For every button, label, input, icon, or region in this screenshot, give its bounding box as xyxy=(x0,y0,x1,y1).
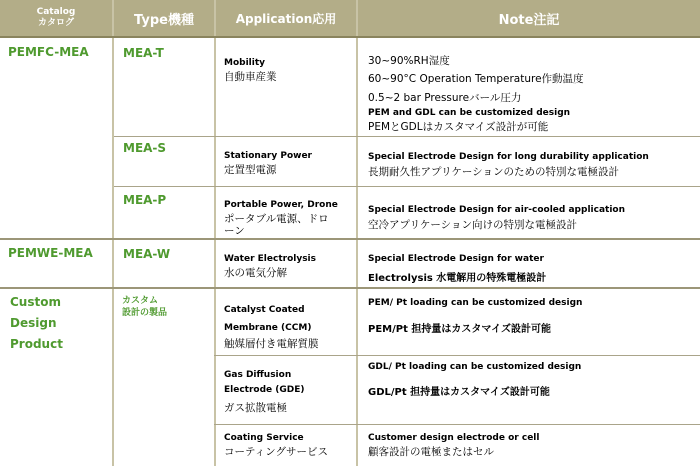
note-ccm-en: PEM/ Pt loading can be customized design xyxy=(368,298,583,308)
note-aircooled-en: Special Electrode Design for air-cooled application xyxy=(368,205,625,215)
catalog-design: Design xyxy=(10,316,57,330)
app-ccm-en-2: Membrane (CCM) xyxy=(224,323,312,333)
type-mea-p: MEA-P xyxy=(123,193,167,207)
note-water-en: Special Electrode Design for water xyxy=(368,254,544,264)
catalog-product: Product xyxy=(10,337,63,351)
type-mea-s: MEA-S xyxy=(123,141,167,155)
note-temperature: 60~90°C Operation Temperature作動温度 xyxy=(368,73,584,85)
header-type: Type機種 xyxy=(114,0,214,36)
catalog-custom: Custom xyxy=(10,295,61,309)
app-gde-jp: ガス拡散電極 xyxy=(224,402,287,414)
type-mea-t: MEA-T xyxy=(123,46,164,60)
group-divider xyxy=(0,287,700,289)
note-durability-jp: 長期耐久性アプリケーションのための特別な電極設計 xyxy=(368,166,619,178)
type-mea-w: MEA-W xyxy=(123,247,171,261)
app-water-jp: 水の電気分解 xyxy=(224,267,287,279)
column-divider xyxy=(356,0,358,466)
app-gde-en-1: Gas Diffusion xyxy=(224,370,292,380)
header-application: Application応用 xyxy=(216,0,356,36)
app-ccm-en-1: Catalyst Coated xyxy=(224,305,305,315)
note-coating-en: Customer design electrode or cell xyxy=(368,433,540,443)
note-gde-en: GDL/ Pt loading can be customized design xyxy=(368,362,582,372)
note-gde-jp: GDL/Pt 担持量はカスタマイズ設計可能 xyxy=(368,387,550,398)
group-divider xyxy=(0,238,700,240)
note-coating-jp: 顧客設計の電極またはセル xyxy=(368,446,494,458)
note-customize-jp: PEMとGDLはカスタマイズ設計が可能 xyxy=(368,121,549,133)
app-mobility-jp: 自動車産業 xyxy=(224,71,277,83)
app-coating-en: Coating Service xyxy=(224,433,304,443)
note-pressure: 0.5~2 bar Pressureバール圧力 xyxy=(368,92,522,104)
row-divider xyxy=(114,186,700,187)
app-ccm-jp: 触媒層付き電解質膜 xyxy=(224,338,319,350)
app-water-en: Water Electrolysis xyxy=(224,254,317,264)
app-portable-jp-2: ーン xyxy=(224,225,245,237)
type-custom-jp-2: 設計の製品 xyxy=(122,308,168,318)
note-ccm-jp: PEM/Pt 担持量はカスタマイズ設計可能 xyxy=(368,324,552,335)
app-portable-jp-1: ポータブル電源、ドロ xyxy=(224,213,329,225)
note-humidity: 30~90%RH湿度 xyxy=(368,55,450,67)
note-customize-en: PEM and GDL can be customized design xyxy=(368,108,571,118)
app-coating-jp: コーティングサービス xyxy=(224,446,328,458)
header-catalog-en: Catalog xyxy=(36,7,76,17)
app-gde-en-2: Electrode (GDE) xyxy=(224,385,305,395)
row-divider xyxy=(114,136,700,137)
column-divider xyxy=(112,0,114,466)
row-divider xyxy=(214,355,700,356)
note-water-mixed: Electrolysis 水電解用の特殊電極設計 xyxy=(368,273,547,284)
column-divider xyxy=(214,0,216,466)
header-underline xyxy=(0,36,700,38)
app-stationary-jp: 定置型電源 xyxy=(224,164,277,176)
app-stationary-en: Stationary Power xyxy=(224,151,312,161)
note-durability-en: Special Electrode Design for long durability application xyxy=(368,152,649,162)
catalog-pemwe-mea: PEMWE-MEA xyxy=(8,246,93,260)
header-catalog xyxy=(0,0,112,36)
catalog-pemfc-mea: PEMFC-MEA xyxy=(8,45,89,59)
app-mobility-en: Mobility xyxy=(224,58,266,68)
app-portable-en: Portable Power, Drone xyxy=(224,200,338,210)
row-divider xyxy=(214,424,700,425)
header-note: Note注記 xyxy=(358,0,700,36)
header-catalog-jp: カタログ xyxy=(37,18,74,28)
type-custom-jp-1: カスタム xyxy=(122,296,159,306)
note-aircooled-jp: 空冷アプリケーション向けの特別な電極設計 xyxy=(368,219,577,231)
